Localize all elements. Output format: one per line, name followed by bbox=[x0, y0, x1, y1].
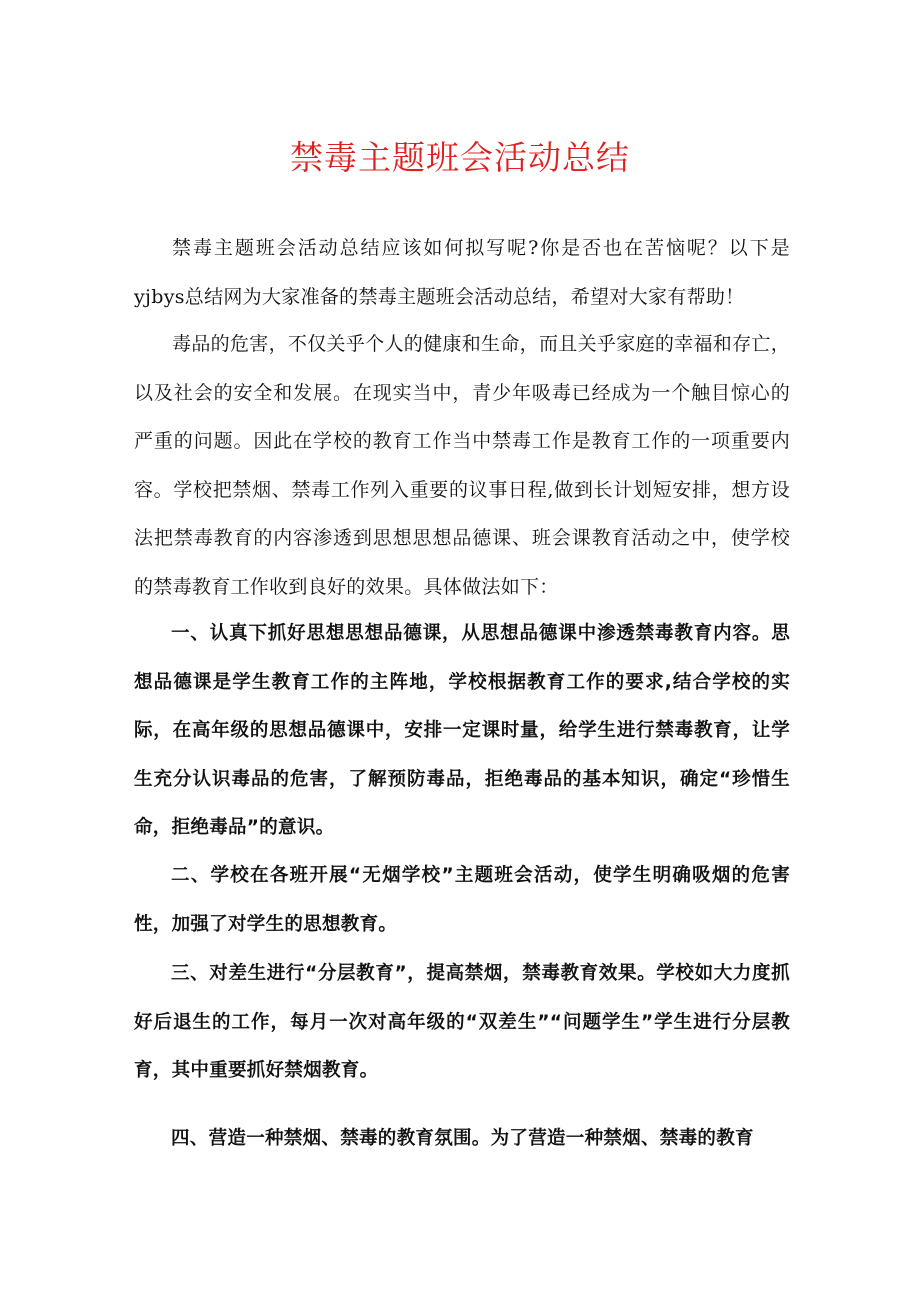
section-paragraph-1: 一、认真下抓好思想思想品德课，从思想品德课中渗透禁毒教育内容。思想品德课是学生教育工作的主阵地，学校根据教育工作的要求,结合学校的实际，在高年级的思想品德课中，安排一定课时量，给学生进行禁毒教育，让学生充分认识毒品的危害，了解预防毒品，拒绝毒品的基本知识，确定“珍惜生命，拒绝毒品”的意识。 bbox=[134, 623, 790, 838]
page-title: 禁毒主题班会活动总结 bbox=[290, 138, 630, 177]
section-paragraph-4: 四、营造一种禁烟、禁毒的教育氛围。为了营造一种禁烟、禁毒的教育 bbox=[171, 1128, 754, 1149]
intro-paragraph: 禁毒主题班会活动总结应该如何拟写呢?你是否也在苦恼呢？以下是yjbys总结网为大家准备的禁毒主题班会活动总结，希望对大家有帮助！ bbox=[134, 237, 790, 308]
body-paragraph: 毒品的危害，不仅关乎个人的健康和生命，而且关乎家庭的幸福和存亡，以及社会的安全和发展。在现实当中，青少年吸毒已经成为一个触目惊心的严重的问题。因此在学校的教育工作当中禁毒工作是教育工作的一项重要内容。学校把禁烟、禁毒工作列入重要的议事日程,做到长计划短安排，想方设法把禁毒教育的内容渗透到思想思想品德课、班会课教育活动之中，使学校的禁毒教育工作收到良好的效果。具体做法如下： bbox=[134, 333, 790, 598]
section-paragraph-2: 二、学校在各班开展“无烟学校”主题班会活动，使学生明确吸烟的危害性，加强了对学生的思想教育。 bbox=[134, 865, 790, 935]
section-paragraph-3: 三、对差生进行“分层教育”，提高禁烟，禁毒教育效果。学校如大力度抓好后退生的工作，每月一次对高年级的“双差生”“问题学生”学生进行分层教育，其中重要抓好禁烟教育。 bbox=[134, 963, 790, 1081]
